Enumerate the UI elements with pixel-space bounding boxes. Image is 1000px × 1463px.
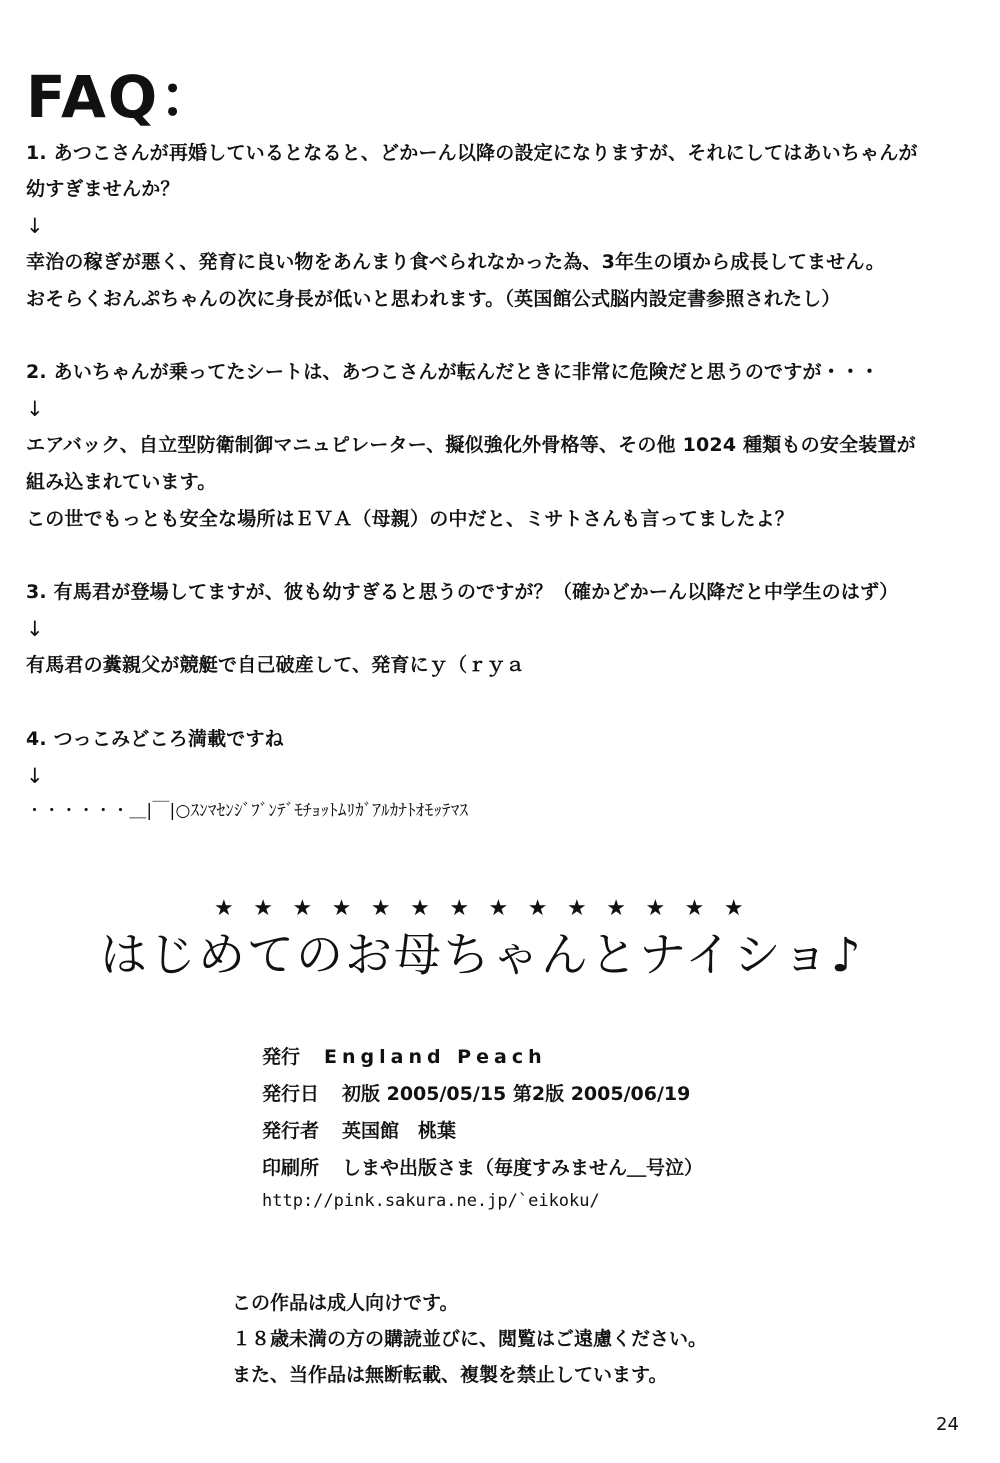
faq-heading: FAQ： [26,63,220,131]
colophon-date-value: 初版 2005/05/15 第2版 2005/06/19 [342,1083,691,1105]
faq-q4-arrow: ↓ [26,764,44,788]
faq-q2-question: 2. あいちゃんが乗ってたシートは、あつこさんが転んだときに非常に危険だと思うのですが・・・ [26,361,880,383]
faq-q2-arrow: ↓ [26,397,44,421]
notice-line3: また、当作品は無断転載、複製を禁止しています。 [232,1364,668,1386]
colophon-printer-label: 印刷所 [262,1157,320,1179]
faq-q1-answer-line1: 幸治の稼ぎが悪く、発育に良い物をあんまり食べられなかった為、3年生の頃から成長してません。 [26,251,885,273]
colophon-url: http://pink.sakura.ne.jp/`eikoku/ [262,1191,600,1211]
page-number: 24 [936,1414,959,1435]
notice-line1: この作品は成人向けです。 [232,1292,459,1314]
faq-q1-question-line2: 幼すぎませんか？ [26,178,180,200]
faq-q1-arrow: ↓ [26,214,44,238]
colophon-publisher-label: 発行 [262,1046,301,1068]
faq-q1-question-line1: 1. あつこさんが再婚しているとなると、どかーん以降の設定になりますが、それにしてはあいちゃんが [26,142,918,164]
colophon-issuer-label: 発行者 [262,1120,320,1142]
faq-q2-answer-line1: エアバック、自立型防衛制御マニュピレーター、擬似強化外骨格等、その他 1024 種類もの安全装置が [26,434,916,456]
colophon-printer-row [262,1153,703,1180]
colophon-issuer-value: 英国館 桃葉 [342,1120,457,1142]
colophon-date-row [262,1079,690,1106]
faq-q4-answer: ・・・・・・＿|￣|○ｽﾝﾏｾﾝｼﾞﾌﾞﾝﾃﾞﾓﾁｮｯﾄﾑﾘｶﾞｱﾙｶﾅﾄｵﾓｯﾃﾏｽ [26,801,469,821]
book-title: はじめてのお母ちゃんとナイショ♪ [100,928,863,983]
faq-q2-answer-line2: 組み込まれています。 [26,471,217,493]
colophon-issuer-row [262,1116,456,1143]
faq-q2-answer-line3: この世でもっとも安全な場所はＥＶＡ（母親）の中だと、ミサトさんも言ってましたよ？ [26,508,795,530]
faq-q3-question: 3. 有馬君が登場してますが、彼も幼すぎると思うのですが？（確かどかーん以降だと中学生のはず） [26,581,899,603]
notice-line2: １８歳未満の方の購読並びに、閲覧はご遠慮ください。 [232,1328,708,1350]
colophon-publisher-value: England Peach [324,1046,547,1068]
colophon-publisher-row [262,1042,547,1069]
colophon-printer-value: しまや出版さま（毎度すみません＿号泣） [342,1157,704,1179]
star-divider: ★★★★★★★★★★★★★★ [214,896,764,921]
colophon-date-label: 発行日 [262,1083,320,1105]
faq-q3-answer: 有馬君の糞親父が競艇で自己破産して、発育にｙ（ｒｙａ [26,654,525,676]
faq-q4-question: 4. つっこみどころ満載ですね [26,728,284,750]
faq-q1-answer-line2: おそらくおんぷちゃんの次に身長が低いと思われます。（英国館公式脳内設定書参照されたし） [26,288,841,310]
faq-q3-arrow: ↓ [26,617,44,641]
